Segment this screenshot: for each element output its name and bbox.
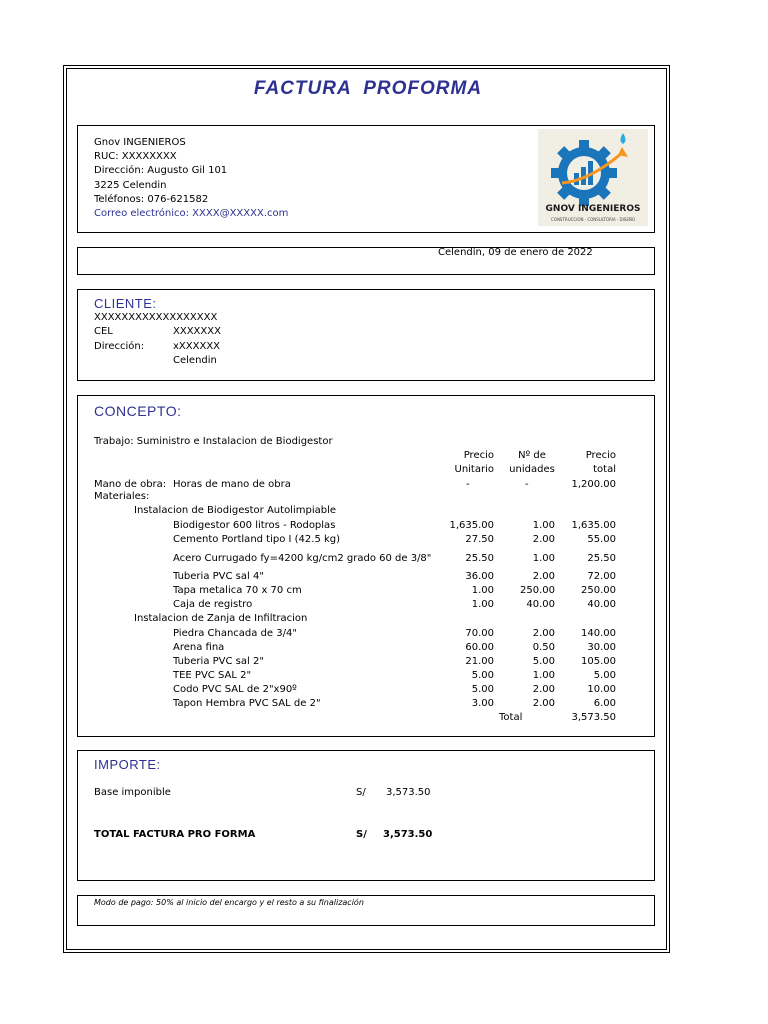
company-address: Dirección: Augusto Gil 101	[94, 165, 228, 176]
item-unit: 70.00	[465, 628, 494, 639]
gear-chart-icon	[538, 129, 648, 226]
base-currency: S/	[356, 787, 366, 798]
client-header: CLIENTE:	[94, 296, 157, 311]
item-unit: 3.00	[471, 698, 494, 709]
col-total-header-1: Precio	[585, 450, 616, 461]
labor-total: 1,200.00	[571, 479, 616, 490]
item-qty: 2.00	[532, 684, 555, 695]
item-qty: 0.50	[532, 642, 555, 653]
work-description: Trabajo: Suministro e Instalacion de Biodigestor	[94, 436, 333, 447]
group-zanja: Instalacion de Zanja de Infiltracion	[134, 613, 308, 624]
col-unit-header-2: Unitario	[454, 464, 494, 475]
client-address-city: Celendin	[173, 355, 217, 366]
item-desc: Tapa metalica 70 x 70 cm	[173, 585, 302, 596]
item-unit: 5.00	[471, 670, 494, 681]
date-line: Celendín, 09 de enero de 2022	[438, 247, 593, 258]
invoice-title: FACTURA PROFORMA	[253, 78, 483, 99]
item-qty: 1.00	[532, 670, 555, 681]
company-ruc: RUC: XXXXXXXX	[94, 151, 177, 162]
item-total: 105.00	[581, 656, 616, 667]
concept-header: CONCEPTO:	[94, 403, 182, 419]
client-name: XXXXXXXXXXXXXXXXXX	[94, 312, 218, 323]
item-qty: 250.00	[520, 585, 555, 596]
item-desc: Caja de registro	[173, 599, 253, 610]
item-desc: Tapon Hembra PVC SAL de 2"	[173, 698, 321, 709]
client-box	[77, 289, 655, 381]
item-total: 72.00	[587, 571, 616, 582]
company-logo	[538, 129, 648, 226]
group-biodigestor: Instalacion de Biodigestor Autolimpiable	[134, 505, 337, 516]
item-desc: Biodigestor 600 litros - Rodoplas	[173, 520, 336, 531]
item-total: 10.00	[587, 684, 616, 695]
item-qty: 5.00	[532, 656, 555, 667]
payment-terms: Modo de pago: 50% al inicio del encargo y el resto a su finalización	[94, 898, 364, 907]
col-qty-header-1: Nº de	[518, 450, 546, 461]
item-unit: 21.00	[465, 656, 494, 667]
base-label: Base imponible	[94, 787, 171, 798]
item-desc: Codo PVC SAL de 2"x90º	[173, 684, 297, 695]
item-unit: 1.00	[471, 585, 494, 596]
item-total: 6.00	[593, 698, 616, 709]
company-phones: Teléfonos: 076-621582	[94, 194, 209, 205]
materials-label: Materiales:	[94, 491, 150, 502]
item-total: 140.00	[581, 628, 616, 639]
company-city: 3225 Celendin	[94, 180, 167, 191]
labor-unit: -	[466, 479, 470, 490]
item-unit: 25.50	[465, 553, 494, 564]
item-unit: 27.50	[465, 534, 494, 545]
item-desc: Tuberia PVC sal 4"	[173, 571, 264, 582]
item-qty: 2.00	[532, 571, 555, 582]
item-unit: 5.00	[471, 684, 494, 695]
amount-box	[77, 750, 655, 881]
grand-total-label: TOTAL FACTURA PRO FORMA	[94, 829, 256, 840]
item-desc: Cemento Portland tipo I (42.5 kg)	[173, 534, 341, 545]
item-total: 55.00	[587, 534, 616, 545]
item-desc: Acero Currugado fy=4200 kg/cm2 grado 60 de 3/8"	[173, 553, 432, 564]
item-desc: Tuberia PVC sal 2"	[173, 656, 264, 667]
grand-total-currency: S/	[356, 829, 367, 840]
item-total: 5.00	[593, 670, 616, 681]
base-value: 3,573.50	[386, 787, 431, 798]
client-cel-value: XXXXXXX	[173, 326, 221, 337]
item-desc: Piedra Chancada de 3/4"	[173, 628, 297, 639]
labor-description: Horas de mano de obra	[173, 479, 291, 490]
item-qty: 1.00	[532, 520, 555, 531]
item-total: 1,635.00	[571, 520, 616, 531]
concept-total-label: Total	[499, 712, 523, 723]
logo-subtext: CONSTRUCCION · CONSULTORIA · DISEÑO	[551, 217, 635, 222]
item-unit: 1,635.00	[449, 520, 494, 531]
concept-total-value: 3,573.50	[571, 712, 616, 723]
col-total-header-2: total	[593, 464, 616, 475]
col-qty-header-2: unidades	[509, 464, 555, 475]
item-unit: 1.00	[471, 599, 494, 610]
client-address-label: Dirección:	[94, 341, 145, 352]
labor-qty: -	[525, 479, 529, 490]
item-qty: 1.00	[532, 553, 555, 564]
item-total: 40.00	[587, 599, 616, 610]
item-desc: TEE PVC SAL 2"	[173, 670, 252, 681]
client-cel-label: CEL	[94, 326, 113, 337]
item-qty: 2.00	[532, 628, 555, 639]
grand-total-value: 3,573.50	[383, 829, 433, 840]
company-email: Correo electrónico: XXXX@XXXXX.com	[94, 208, 289, 219]
item-unit: 36.00	[465, 571, 494, 582]
item-qty: 2.00	[532, 698, 555, 709]
client-address-value: xXXXXXX	[173, 341, 221, 352]
item-desc: Arena fina	[173, 642, 225, 653]
item-qty: 40.00	[526, 599, 555, 610]
item-total: 250.00	[581, 585, 616, 596]
logo-text: GNOV INGENIEROS	[545, 204, 641, 214]
amount-header: IMPORTE:	[94, 757, 161, 772]
company-name: Gnov INGENIEROS	[94, 137, 186, 148]
item-qty: 2.00	[532, 534, 555, 545]
col-unit-header-1: Precio	[463, 450, 494, 461]
item-total: 30.00	[587, 642, 616, 653]
item-unit: 60.00	[465, 642, 494, 653]
labor-label: Mano de obra:	[94, 479, 167, 490]
item-total: 25.50	[587, 553, 616, 564]
